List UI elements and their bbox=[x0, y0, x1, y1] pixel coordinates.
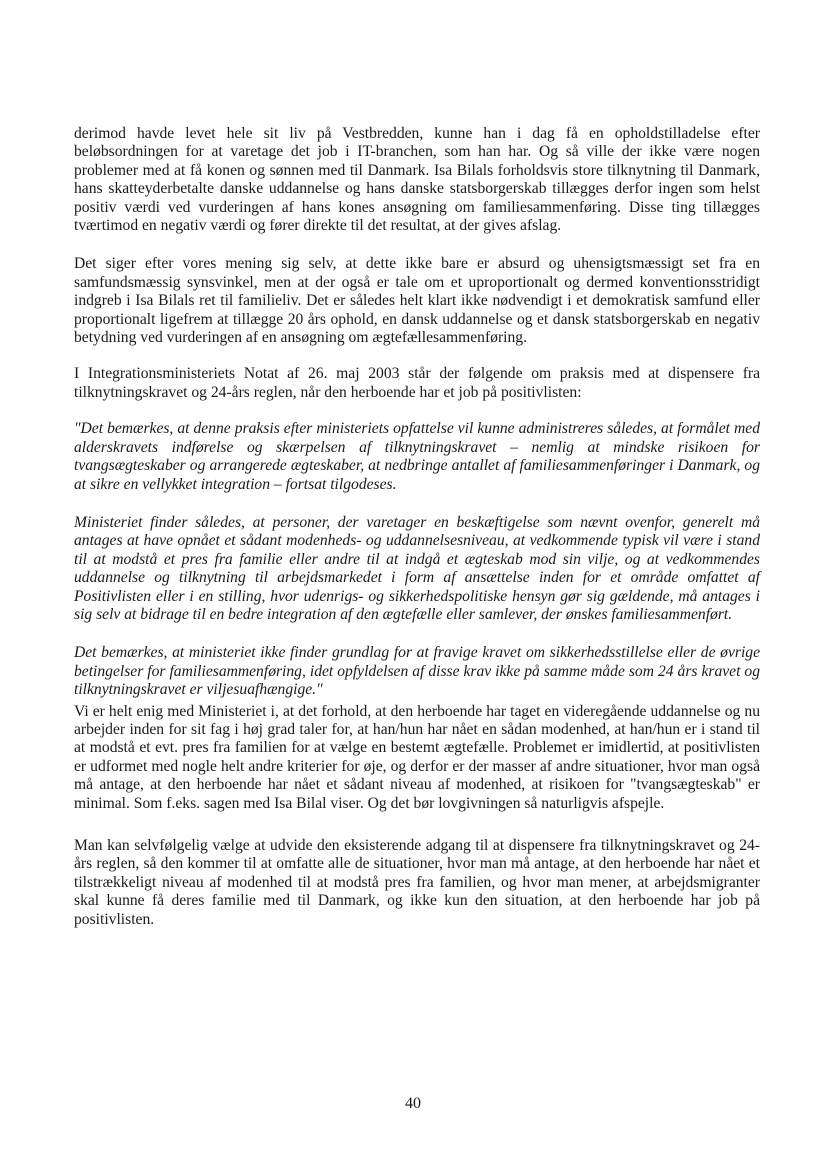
body-paragraph: I Integrationsministeriets Notat af 26. maj 2003 står der følgende om praksis med at dispensere fra tilknytningskravet og 24-års reglen, når den herboende har et job på positivlisten: bbox=[74, 365, 760, 401]
body-paragraph: Det siger efter vores mening sig selv, at dette ikke bare er absurd og uhensigtsmæssigt set fra en samfundsmæssig synsvinkel, men at der også er tale om et uproportionalt og dermed konventionsstridigt indgreb i Isa Bilals ret til familieliv. Det er således helt klart ikke nødvendigt i et demokratisk samfund eller proportionalt ligefrem at tillægge 20 års ophold, en dansk uddannelse og et dansk statsborgerskab en negativ betydning ved vurderingen af en ansøgning om ægtefællesammenføring. bbox=[74, 255, 760, 347]
quote-paragraph: "Det bemærkes, at denne praksis efter ministeriets opfattelse vil kunne administreres således, at formålet med alderskravets indførelse og skærpelsen af tilknytningskravet – nemlig at mindske risikoen for tvangsægteskaber og arrangerede ægteskaber, at nedbringe antallet af familiesammenføringer i Danmark, og at sikre en vellykket integration – fortsat tilgodeses. bbox=[74, 420, 760, 493]
quote-paragraph: Det bemærkes, at ministeriet ikke finder grundlag for at fravige kravet om sikkerhedsstillelse eller de øvrige betingelser for familiesammenføring, idet opfyldelsen af disse krav ikke på samme måde som 24 års kravet og tilknytningskravet er viljesuafhængige." bbox=[74, 644, 760, 699]
body-paragraph: Vi er helt enig med Ministeriet i, at det forhold, at den herboende har taget en videregående uddannelse og nu arbejder inden for sit fag i høj grad taler for, at han/hun har nået en sådan modenhed, at han/hun er i stand til at modstå et evt. pres fra familien for at vælge en bestemt ægtefælle. Problemet er imidlertid, at positivlisten er udformet med nogle helt andre kriterier for øje, og derfor er der masser af andre situationer, hvor man også må antage, at den herboende har nået et sådant niveau af modenhed, at risikoen for "tvangsægteskab" er minimal. Som f.eks. sagen med Isa Bilal viser. Og det bør lovgivningen så naturligvis afspejle. bbox=[74, 702, 760, 812]
quote-paragraph: Ministeriet finder således, at personer, der varetager en beskæftigelse som nævnt ovenfor, generelt må antages at have opnået et sådant modenheds- og uddannelsesniveau, at vedkommende typisk vil være i stand til at modstå et pres fra familie eller andre til at indgå et ægteskab mod sin vilje, og at vedkommendes uddannelse og tilknytning til arbejdsmarkedet i form af ansættelse inden for et område omfattet af Positivlisten eller i en stilling, hvor udenrigs- og sikkerhedspolitiske hensyn gør sig gældende, må antages i sig selv at bidrage til en bedre integration af den ægtefælle eller samlever, der ønskes familiesammenført. bbox=[74, 513, 760, 623]
body-paragraph: Man kan selvfølgelig vælge at udvide den eksisterende adgang til at dispensere fra tilknytningskravet og 24-års reglen, så den kommer til at omfatte alle de situationer, hvor man må antage, at den herboende har nået et tilstrækkeligt niveau af modenhed til at modstå pres fra familien, og hvor man mener, at arbejdsmigranter skal kunne få deres familie med til Danmark, og ikke kun den situation, at den herboende har job på positivlisten. bbox=[74, 837, 760, 928]
page-number: 40 bbox=[405, 1095, 421, 1112]
body-paragraph: derimod havde levet hele sit liv på Vestbredden, kunne han i dag få en opholdstilladelse efter beløbsordningen for at varetage det job i IT-branchen, som han har. Og så ville der ikke være nogen problemer med at få konen og sønnen med til Danmark. Isa Bilals forholdsvis store tilknytning til Danmark, hans skatteyderbetalte danske uddannelse og hans danske statsborgerskab tillægges derfor ingen som helst positiv værdi ved vurderingen af hans kones ansøgning om familiesammenføring. Disse ting tillægges tværtimod en negativ værdi og fører direkte til det resultat, at der gives afslag. bbox=[74, 125, 760, 235]
